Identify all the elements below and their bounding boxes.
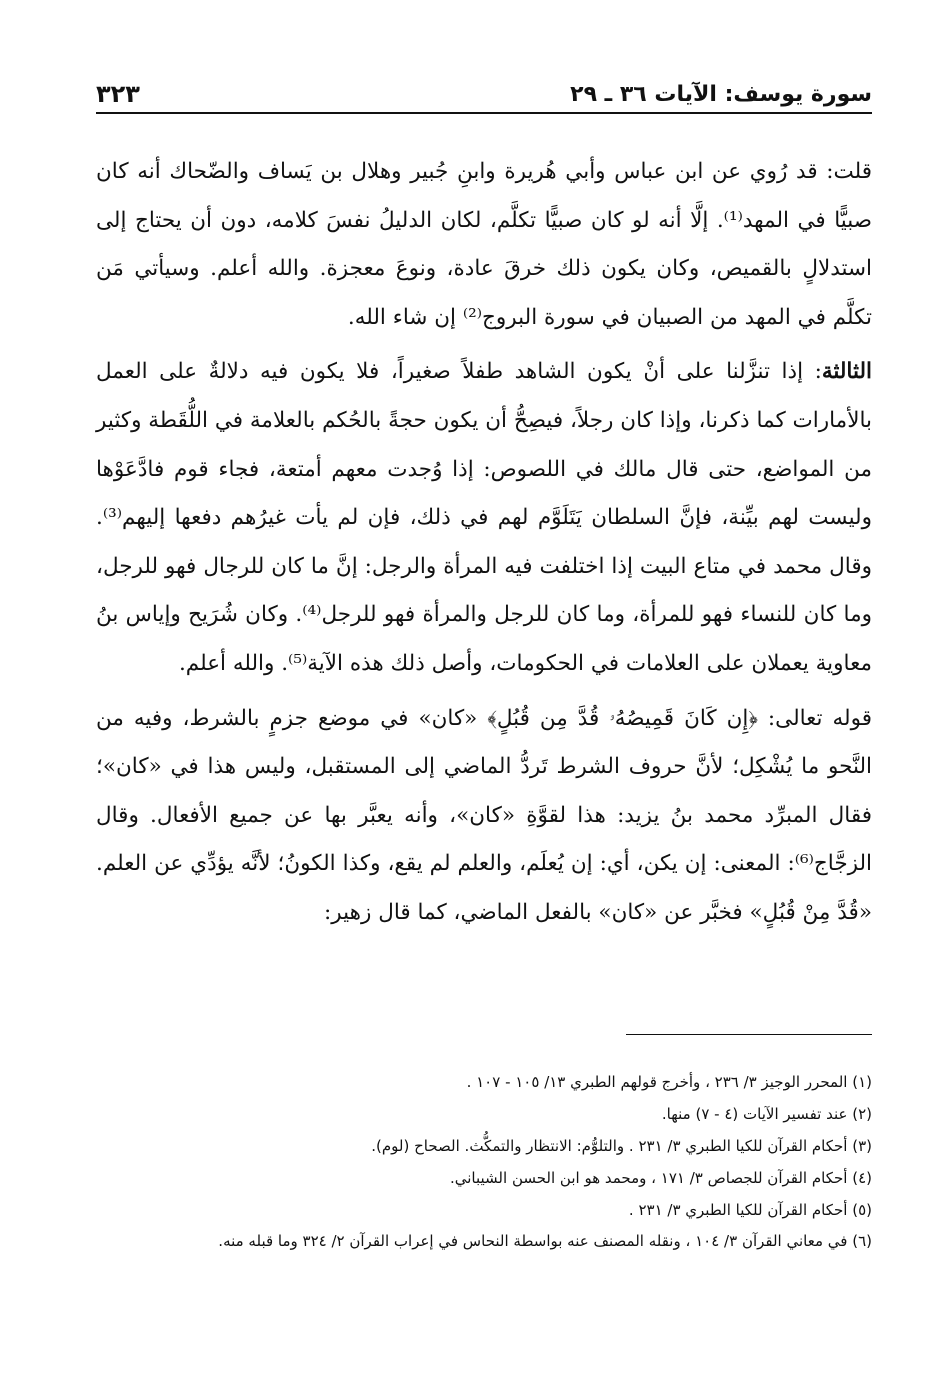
footnote-2: (٢) عند تفسير الآيات (٤ - ٧) منها. <box>661 1105 872 1123</box>
footnote-3: (٣) أحكام القرآن للكيا الطبري ٣/ ٢٣١ . والتلوُّم: الانتظار والتمكُّث. الصحاح (لوم). <box>371 1137 872 1155</box>
page-number: ٣٢٣ <box>96 80 140 108</box>
footnote-5: (٥) أحكام القرآن للكيا الطبري ٣/ ٢٣١ . <box>628 1201 872 1219</box>
footnote-1: (١) المحرر الوجيز ٣/ ٢٣٦ ، وأخرج قولهم الطبري ١٣/ ١٠٥ - ١٠٧ . <box>466 1073 872 1091</box>
footnote-separator <box>626 1034 872 1035</box>
paragraph-2-text: : إذا تنزَّلنا على أنْ يكون الشاهد طفلاً صغيراً، فلا يكون فيه دلالةٌ على العمل بالأمارات كما ذكرنا، وإذا كان رجلاً، فيصِحُّ أن يكون حجةً بالحُكم بالعلامة في اللُّقَطة وكثير من المواضع، حتى قال مالك في اللصوص: إذا وُجدت معهم أمتعة، فجاء قوم فادَّعَوْها وليست لهم بيِّنة، فإنَّ السلطان يَتَلَوَّم لهم في ذلك، فإن لم يأت غيرُهم دفعها إليهم⁽³⁾. وقال محمد في متاع البيت إذا اختلفت فيه المرأة والرجل: إنَّ ما كان للرجال فهو للرجل، وما كان للنساء فهو للمرأة، وما كان للرجل والمرأة فهو للرجل⁽⁴⁾. وكان شُرَيح وإياس بنُ معاوية يعملان على العلامات في الحكومات، وأصل ذلك هذه الآية⁽⁵⁾. والله أعلم. <box>96 359 872 676</box>
footnote-4: (٤) أحكام القرآن للجصاص ٣/ ١٧١ ، ومحمد هو ابن الحسن الشيباني. <box>449 1169 872 1187</box>
page-header <box>96 74 872 114</box>
paragraph-2-lead: الثالثة <box>821 359 872 385</box>
footnotes <box>96 1066 872 1256</box>
paragraph-2 <box>96 348 872 688</box>
paragraph-3: قوله تعالى: ﴿إِن كَانَ قَمِيصُهُۥ قُدَّ مِن قُبُلٍ﴾ «كان» في موضع جزمٍ بالشرط، وفيه من النَّحو ما يُشْكِل؛ لأنَّ حروف الشرط تَردُّ الماضي إلى المستقبل، وليس هذا في «كان»؛ فقال المبرِّد محمد بنُ يزيد: هذا لقوَّةِ «كان»، وأنه يعبَّر بها عن جميع الأفعال. وقال الزجَّاج⁽⁶⁾: المعنى: إن يكن، أي: إن يُعلَم، والعلم لم يقع، وكذا الكونُ؛ لأنَّه يؤدِّي عن العلم. «قُدَّ مِنْ قُبُلٍ» فخبَّر عن «كان» بالفعل الماضي، كما قال زهير: <box>96 705 873 925</box>
footnote-6: (٦) في معاني القرآن ٣/ ١٠٤ ، ونقله المصنف عنه بواسطة النحاس في إعراب القرآن ٢/ ٣٢٤ وما قبله منه. <box>218 1232 872 1250</box>
main-text <box>96 148 872 944</box>
paragraph-1: قلت: قد رُوي عن ابن عباس وأبي هُريرة وابنِ جُبير وهلال بن يَساف والضّحاك أنه كان صبيًّا في المهد⁽¹⁾. إلَّا أنه لو كان صبيًّا تكلَّم، لكان الدليلُ نفسَ كلامه، دون أن يحتاج إلى استدلالٍ بالقميص، وكان يكون ذلك خرقَ عادة، ونوعَ معجزة. والله أعلم. وسيأتي مَن تكلَّم في المهد من الصبيان في سورة البروج⁽²⁾ إن شاء الله. <box>96 159 872 330</box>
running-title: سورة يوسف: الآيات ٣٦ ـ ٢٩ <box>570 82 872 107</box>
